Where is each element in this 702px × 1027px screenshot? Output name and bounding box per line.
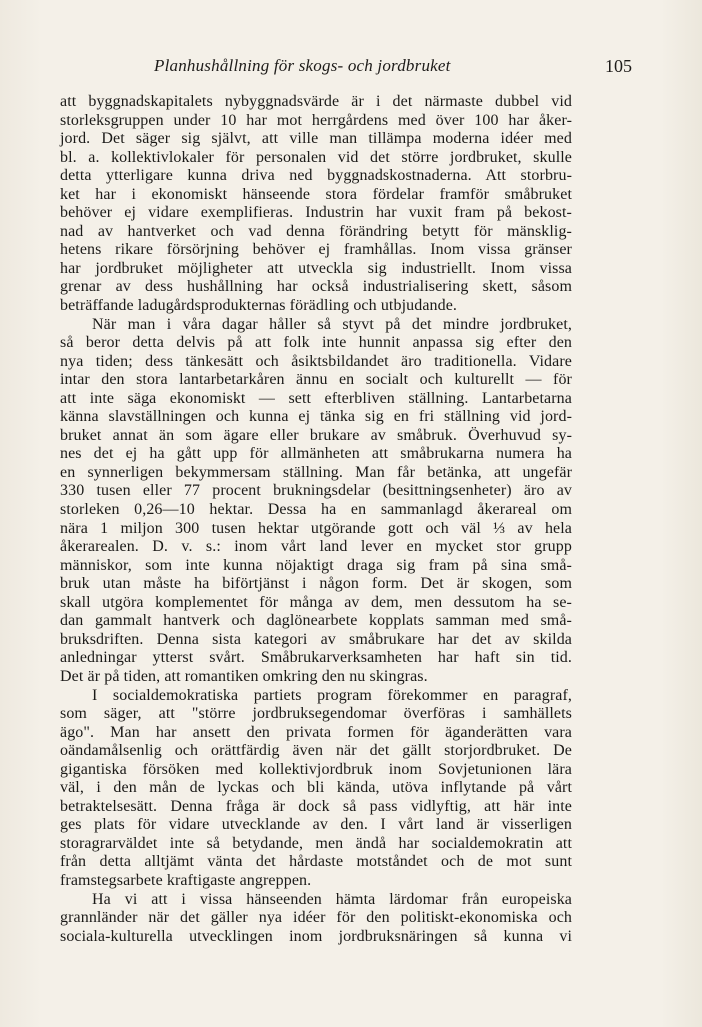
text-line: skall utgöra komplementet för många av dem, men dessutom ha se- xyxy=(60,593,572,611)
text-line: Det är på tiden, att romantiken omkring den nu skingras. xyxy=(60,667,428,685)
text-line: bl. a. kollektivlokaler för personalen vid det större jordbruket, skulle xyxy=(60,148,572,166)
text-line: gigantiska försöken med kollektivjordbruk inom Sovjetunionen lära xyxy=(60,760,572,778)
text-line: bruk utan måste ha biförtjänst i någon form. Det är skogen, som xyxy=(60,575,572,593)
text-line: När man i våra dagar håller så styvt på det mindre jordbruket, xyxy=(92,315,572,333)
running-title: Planhushållning för skogs- och jordbruket xyxy=(154,56,451,75)
text-line: att byggnadskapitalets nybyggnadsvärde är i det närmaste dubbel vid xyxy=(60,93,572,110)
text-line: nära 1 miljon 300 tusen hektar utgörande gott och väl ⅓ av hela xyxy=(60,519,572,537)
text-line: framstegsarbete kraftigaste angreppen. xyxy=(60,871,312,889)
text-line: behöver ej vidare exemplifieras. Industrin har vuxit fram på bekost- xyxy=(60,204,572,222)
text-line: så beror detta delvis på att folk inte hunnit anpassa sig efter den xyxy=(60,334,572,352)
paragraph-4 xyxy=(60,891,572,947)
text-line: storleksgruppen under 10 har mot herrgårdens med över 100 har åker- xyxy=(60,111,572,129)
text-line: har jordbruket möjligheter att utveckla sig industriellt. Inom vissa xyxy=(60,259,572,277)
text-line: åkerarealen. D. v. s.: inom vårt land lever en mycket stor grupp xyxy=(60,538,572,556)
text-line: bruket annat än som ägare eller brukare av småbruk. Överhuvud sy- xyxy=(60,426,572,444)
text-line: intar den stora lantarbetarkåren ännu en socialt och kulturellt — för xyxy=(60,371,572,389)
text-line: människor, som inte kunna nöjaktigt draga sig fram på sina små- xyxy=(60,556,572,574)
text-line: I socialdemokratiska partiets program förekommer en paragraf, xyxy=(92,686,572,704)
text-line: nad av hantverket och vad denna förändring betytt för mänsklig- xyxy=(60,222,572,240)
text-line: grannländer när det gäller nya idéer för den politiskt-ekonomiska och xyxy=(60,909,572,927)
body-text xyxy=(60,93,572,946)
text-line: sociala-kulturella utvecklingen inom jordbruksnäringen så kunna vi xyxy=(60,927,572,945)
text-line: en synnerligen bekymmersam ställning. Man får betänka, att ungefär xyxy=(60,463,572,481)
text-line: detta ytterligare kunna driva ned byggnadskostnaderna. Att storbru- xyxy=(60,167,572,185)
text-line: anledningar ytterst svårt. Småbrukarverksamheten har haft sin tid. xyxy=(60,649,572,667)
paragraph-3 xyxy=(60,687,572,891)
text-line: bruksdriften. Denna sista kategori av småbrukare har det av skilda xyxy=(60,630,572,648)
text-line: jord. Det säger sig självt, att ville man tillämpa moderna idéer med xyxy=(60,130,572,148)
paragraph-1 xyxy=(60,93,572,316)
text-line: från detta alltjämt vänta det hårdaste motståndet och de mot sunt xyxy=(60,853,572,871)
text-line: dan gammalt hantverk och daglönearbete kopplats samman med små- xyxy=(60,612,572,630)
text-line: 330 tusen eller 77 procent brukningsdelar (besittningsenheter) äro av xyxy=(60,482,572,500)
text-line: nya tiden; dess tänkesätt och åsiktsbildandet äro traditionella. Vidare xyxy=(60,352,572,370)
paragraph-2 xyxy=(60,316,572,687)
text-line: storleken 0,26—10 hektar. Dessa ha en sammanlagd åkerareal om xyxy=(60,501,572,519)
text-line: väl, i den mån de lyckas och bli kända, utöva inflytande på vårt xyxy=(60,779,572,797)
text-line: ket har i ekonomiskt hänseende stora fördelar framför småbruket xyxy=(60,185,572,203)
text-line: beträffande ladugårdsprodukternas förädling och utbjudande. xyxy=(60,297,458,315)
text-line: betraktelsesätt. Denna fråga är dock så pass vidlyftig, att här inte xyxy=(60,797,572,815)
text-line: Ha vi att i vissa hänseenden hämta lärdomar från europeiska xyxy=(92,890,572,908)
page-number: 105 xyxy=(605,56,632,76)
running-head xyxy=(60,56,642,82)
text-line: oändamålsenlig och orättfärdig även när det gällt storjordbruket. De xyxy=(60,742,572,760)
text-line: som säger, att "större jordbruksegendomar överföras i samhällets xyxy=(60,705,572,723)
text-line: grenar av dess hushållning har också industrialisering skett, såsom xyxy=(60,278,572,296)
text-line: ges plats för vidare utvecklande av den. I vårt land är visserligen xyxy=(60,816,572,834)
text-line: storagrarväldet inte så betydande, men ändå har socialdemokratin att xyxy=(60,834,572,852)
text-line: hetens rikare försörjning behöver ej framhållas. Inom vissa gränser xyxy=(60,241,572,259)
text-line: känna slavställningen och kunna ej tänka sig en fri ställning vid jord- xyxy=(60,408,572,426)
text-line: ägo". Man har ansett den privata formen för äganderätten vara xyxy=(60,723,572,741)
text-line: att inte säga ekonomiskt — sett efterbliven ställning. Lantarbetarna xyxy=(60,389,572,407)
text-line: nes det ej ha gått upp för allmänheten att småbrukarna numera ha xyxy=(60,445,572,463)
